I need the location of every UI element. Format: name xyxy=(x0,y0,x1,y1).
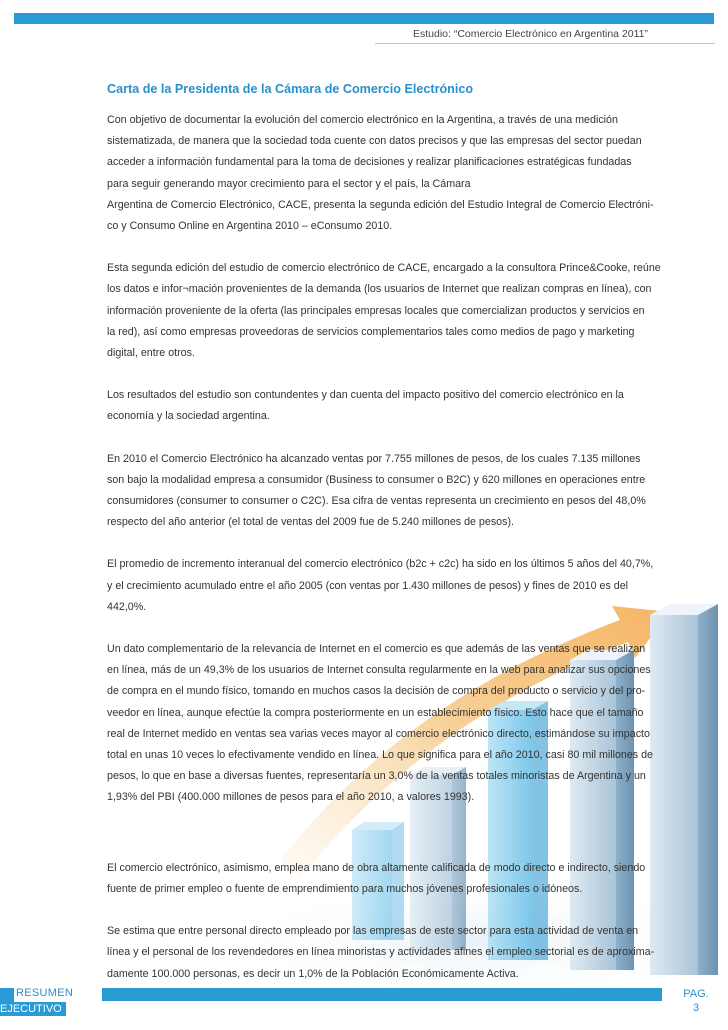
section-tab xyxy=(0,988,14,1002)
footer-bar xyxy=(102,988,662,1001)
study-title: Estudio: “Comercio Electrónico en Argentina 2011” xyxy=(412,28,648,40)
text-line: damente 100.000 personas, es decir un 1,0% de la Población Económicamente Activa. xyxy=(107,967,519,980)
paragraph-4 xyxy=(107,449,687,534)
text-line: consumidores (consumer to consumer o C2C). Esa cifra de ventas representa un crecimiento en pesos del 48,0% xyxy=(107,495,646,508)
text-line: Se estima que entre personal directo empleado por las empresas de este sector para esta actividad de venta en xyxy=(107,925,639,938)
paragraph-5 xyxy=(107,554,687,618)
text-line: Un dato complementario de la relevancia de Internet en el comercio es que además de las ventas que se realizan xyxy=(107,643,646,656)
text-line: los datos e infor¬mación provenientes de la demanda (los usuarios de Internet que realizan compras en línea), con xyxy=(107,283,652,296)
letter-title: Carta de la Presidenta de la Cámara de Comercio Electrónico xyxy=(107,82,474,96)
header-divider xyxy=(375,43,715,44)
text-line: respecto del año anterior (el total de ventas del 2009 fue de 5.240 millones de pesos). xyxy=(107,516,514,529)
text-line: pesos, lo que en base a diversas fuentes, representaría un 3,0% de la ventas totales minoristas de Argentina y un xyxy=(107,770,646,783)
text-line: co y Consumo Online en Argentina 2010 – eConsumo 2010. xyxy=(107,220,393,233)
text-line: Esta segunda edición del estudio de comercio electrónico de CACE, encargado a la consultora Prince&Cooke, reúne xyxy=(107,262,661,275)
text-line: de compra en el mundo físico, tomando en muchos casos la decisión de compra del producto o servicio y del pro- xyxy=(107,685,646,698)
text-line: información proveniente de la oferta (las principales empresas locales que comercializan productos y servicios en xyxy=(107,304,645,317)
paragraph-7 xyxy=(107,858,687,900)
text-line: línea y el personal de los revendedores en línea minoristas y actividades afines el empleo sectorial es de aproxima- xyxy=(107,946,655,959)
text-line: Argentina de Comercio Electrónico, CACE, presenta la segunda edición del Estudio Integral de Comercio Electróni- xyxy=(107,198,654,211)
text-line: son bajo la modalidad empresa a consumidor (Business to consumer o B2C) y 620 millones en operaciones entre xyxy=(107,473,646,486)
text-line: y el crecimiento acumulado entre el año 2005 (con ventas por 1.430 millones de pesos) y fines de 2010 es del xyxy=(107,579,629,592)
text-line: El promedio de incremento interanual del comercio electrónico (b2c + c2c) ha sido en los últimos 5 años del 40,7%, xyxy=(107,558,654,571)
text-line: El comercio electrónico, asimismo, emplea mano de obra altamente calificada de modo directo e indirecto, siendo xyxy=(107,861,646,874)
text-line: En 2010 el Comercio Electrónico ha alcanzado ventas por 7.755 millones de pesos, de los cuales 7.135 millones xyxy=(107,452,641,465)
paragraph-3 xyxy=(107,385,687,427)
letter-content xyxy=(107,82,687,1006)
text-line: veedor en línea, aunque efectúe la compra posteriormente en un establecimiento físico. Esto hace que el tamaño xyxy=(107,706,644,719)
section-label-line1: RESUMEN xyxy=(16,987,74,999)
section-label-line2: EJECUTIVO xyxy=(0,1002,66,1016)
text-line: 442,0%. xyxy=(107,600,147,613)
page-number: 3 xyxy=(692,1002,700,1014)
text-line: sistematizada, de manera que la sociedad toda cuente con datos precisos y que las empresas del sector puedan xyxy=(107,135,642,148)
text-line: Con objetivo de documentar la evolución del comercio electrónico en la Argentina, a través de una medición xyxy=(107,114,618,126)
text-line: digital, entre otros. xyxy=(107,347,195,360)
header-bar xyxy=(14,13,714,24)
text-line: para seguir generando mayor crecimiento para el sector y el país, la Cámara xyxy=(107,177,471,190)
text-line: Los resultados del estudio son contundentes y dan cuenta del impacto positivo del comercio electrónico en la xyxy=(107,389,624,402)
page-indicator xyxy=(676,988,716,1014)
paragraph-8 xyxy=(107,921,687,985)
text-line: real de Internet medido en ventas sea varias veces mayor al comercio electrónico directo, estimándose su impacto xyxy=(107,727,650,740)
paragraph-2 xyxy=(107,258,687,364)
text-line: total en unas 10 veces lo efectivamente vendido en línea. Lo que significa para el año 2010, casi 80 mil millones de xyxy=(107,749,654,762)
text-line: la red), así como empresas proveedoras de servicios complementarios tales como medios de pago y marketing xyxy=(107,325,635,338)
text-line: en línea, más de un 49,3% de los usuarios de Internet consulta regularmente en la web para analizar sus opciones xyxy=(107,664,651,677)
text-line: 1,93% del PBI (400.000 millones de pesos para el año 2010, a valores 1993). xyxy=(107,791,475,804)
page-label: PAG. xyxy=(683,988,709,1000)
text-line: acceder a información fundamental para la toma de decisiones y realizar planificaciones estratégicas fundadas xyxy=(107,156,632,169)
text-line: fuente de primer empleo o fuente de emprendimiento para muchos jóvenes profesionales o idóneos. xyxy=(107,882,583,895)
text-line: economía y la sociedad argentina. xyxy=(107,410,270,423)
paragraph-1 xyxy=(107,110,687,237)
paragraph-6 xyxy=(107,639,687,809)
